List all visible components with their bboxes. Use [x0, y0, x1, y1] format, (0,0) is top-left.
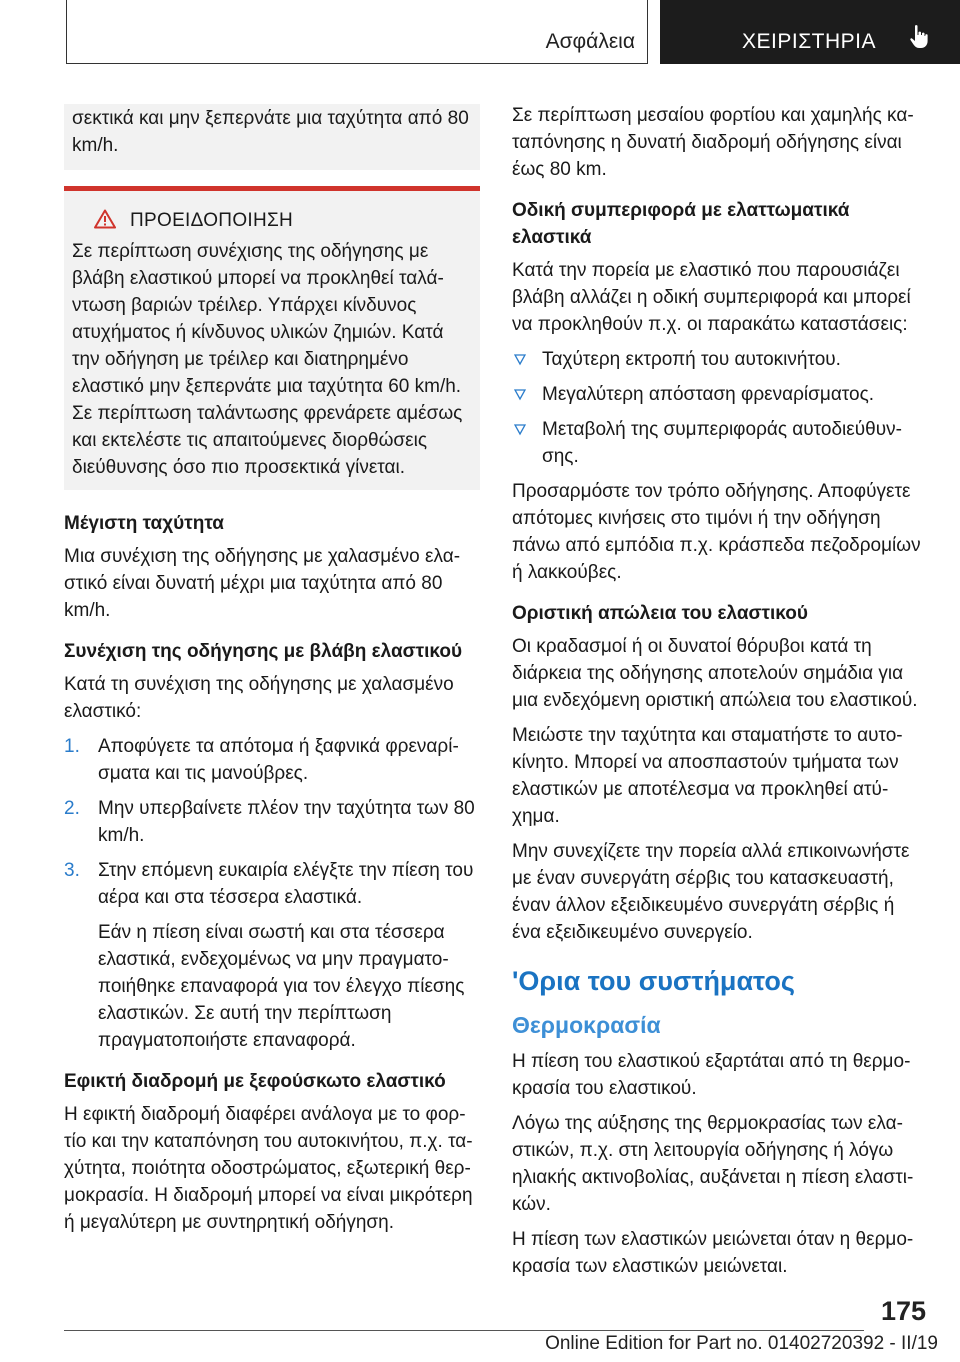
behavior-intro: Κατά την πορεία με ελαστικό που παρουσιάζει βλάβη αλλάζει η οδική συμπεριφορά και μπορεί να προκληθούν π.χ. οι παρακάτω καταστάσεις:: [512, 260, 911, 335]
temperature-paragraph-1: Η πίεση του ελαστικού εξαρτάται από τη θερμοκρασία του ελαστικού.: [512, 1051, 911, 1099]
header-section-box: [66, 0, 648, 64]
heading-max-speed: Μέγιστη ταχύτητα: [64, 513, 224, 534]
chapter-title: ΧΕΙΡΙΣΤΗΡΙΑ: [742, 30, 877, 53]
bullet-text: Ταχύτερη εκτροπή του αυτοκινήτου.: [542, 349, 841, 370]
list-item: [64, 857, 480, 1054]
continuation-text: σεκτικά και μην ξεπερνάτε μια ταχύτητα από 80 km/h.: [72, 108, 469, 156]
triangle-bullet-icon: [514, 354, 526, 366]
step-number: 3.: [64, 860, 80, 881]
warning-title: ΠΡΟΕΙΔΟΠΟΙΗΣΗ: [130, 210, 294, 231]
warning-body: Σε περίπτωση συνέχισης της οδήγησης με βλάβη ελαστικού μπορεί να προκληθεί ταλάντωση βαριών τρέιλερ. Υπάρχει κίνδυνος ατυχήματος ή κίνδυνος υλικών ζημιών. Κατά την οδήγηση με τρέιλερ και διατηρημένο ελαστικό μην ξεπερνάτε μια ταχύτητα 60 km/h. Σε περίπτωση ταλάντωσης φρενάρετε αμέσως και εκτελέστε τις απαιτούμενες διορθώσεις διεύθυνσης όσο πιο προσεκτικά γίνεται.: [72, 241, 463, 478]
bullet-text: Μεγαλύτερη απόσταση φρεναρίσματος.: [542, 384, 875, 405]
loss-paragraph-2: Μειώστε την ταχύτητα και σταματήστε το αυτοκίνητο. Μπορεί να αποσπαστούν τμήματα των ελαστικών με αποτέλεσμα να προκληθεί ατύχημα.: [512, 725, 903, 827]
temperature-paragraph-3: Η πίεση των ελαστικών μειώνεται όταν η θερμοκρασία των ελαστικών μειώνεται.: [512, 1229, 914, 1277]
heading-system-limits: 'Ορια του συστήματος: [512, 966, 795, 996]
behavior-list: [512, 346, 922, 470]
right-column: [512, 102, 922, 1288]
heading-continue-driving: Συνέχιση της οδήγησης με βλάβη ελαστικού: [64, 641, 463, 662]
list-item: [64, 795, 480, 849]
continuation-note: [64, 104, 480, 170]
max-speed-text: Μια συνέχιση της οδήγησης με χαλασμένο ελαστικό είναι δυνατή μέχρι μια ταχύτητα από 80 km/h.: [64, 546, 461, 621]
step-text: Στην επόμενη ευκαιρία ελέγξτε την πίεση του αέρα και στα τέσσερα ελαστικά.: [98, 860, 474, 908]
list-item: [512, 416, 922, 470]
warning-heading: [72, 209, 472, 232]
left-column: [64, 510, 480, 1244]
warning-triangle-icon: [94, 209, 116, 229]
bullet-text: Μεταβολή της συμπεριφοράς αυτοδιεύθυνσης.: [542, 419, 902, 467]
continue-intro: Κατά τη συνέχιση της οδήγησης με χαλασμένο ελαστικό:: [64, 674, 454, 722]
step-text: Αποφύγετε τα απότομα ή ξαφνικά φρεναρίσματα και τις μανούβρες.: [98, 736, 459, 784]
range-text: Η εφικτή διαδρομή διαφέρει ανάλογα με το φορτίο και την καταπόνηση του αυτοκινήτου, π.χ. ταχύτητα, ποιότητα οδοστρώματος, εξωτερική θερμοκρασία. Η διαδρομή μπορεί να είναι μικρότερη ή μεγαλύτερη με συντηρητική οδήγηση.: [64, 1104, 473, 1233]
temperature-paragraph-2: Λόγω της αύξησης της θερμοκρασίας των ελαστικών, π.χ. στη λειτουργία οδήγησης ή λόγω ηλιακής ακτινοβολίας, αυξάνεται η πίεση ελαστικών.: [512, 1113, 914, 1215]
section-title: Ασφάλεια: [545, 30, 635, 53]
footer-divider: [64, 1330, 864, 1331]
heading-road-behavior: Οδική συμπεριφορά με ελαττωματικά ελαστικά: [512, 200, 850, 248]
step-subtext: Εάν η πίεση είναι σωστή και στα τέσσερα ελαστικά, ενδεχομένως να μην πραγματοποιήθηκε επαναφορά για τον έλεγχο πίεσης ελαστικών. Σε αυτή την περίπτωση πραγματοποιήστε επαναφορά.: [98, 922, 465, 1051]
loss-paragraph-1: Οι κραδασμοί ή οι δυνατοί θόρυβοι κατά τη διάρκεια της οδήγησης αποτελούν σημάδια για μια ενδεχόμενη οριστική απώλεια του ελαστικού.: [512, 636, 918, 711]
heading-temperature: Θερμοκρασία: [512, 1012, 661, 1038]
range-continuation: Σε περίπτωση μεσαίου φορτίου και χαμηλής καταπόνησης η δυνατή διαδρομή οδήγησης είναι έως 80 km.: [512, 105, 914, 180]
step-number: 2.: [64, 798, 80, 819]
step-text: Μην υπερβαίνετε πλέον την ταχύτητα των 80 km/h.: [98, 798, 475, 846]
list-item: [64, 733, 480, 787]
loss-paragraph-3: Μην συνεχίζετε την πορεία αλλά επικοινωνήστε με έναν συνεργάτη σέρβις του κατασκευαστή, έναν άλλον εξειδικευμένο συνεργάτη σέρβις ή ένα εξειδικευμένο συνεργείο.: [512, 841, 910, 943]
header-chapter-box: [660, 0, 960, 64]
list-item: [512, 381, 922, 408]
hand-pointer-icon: [908, 24, 932, 50]
heading-tire-loss: Οριστική απώλεια του ελαστικού: [512, 603, 808, 624]
behavior-outro: Προσαρμόστε τον τρόπο οδήγησης. Αποφύγετε απότομες κινήσεις στο τιμόνι ή την οδήγηση πάνω από εμπόδια π.χ. κράσπεδα πεζοδρομίων ή λακκούβες.: [512, 481, 921, 583]
warning-box: [64, 186, 480, 490]
step-number: 1.: [64, 736, 80, 757]
triangle-bullet-icon: [514, 424, 526, 436]
footer-edition: Online Edition for Part no. 01402720392 - II/19: [545, 1333, 938, 1354]
triangle-bullet-icon: [514, 389, 526, 401]
continue-steps: [64, 733, 480, 1054]
heading-range: Εφικτή διαδρομή με ξεφούσκωτο ελαστικό: [64, 1071, 446, 1092]
page-number: 175: [880, 1296, 926, 1326]
list-item: [512, 346, 922, 373]
